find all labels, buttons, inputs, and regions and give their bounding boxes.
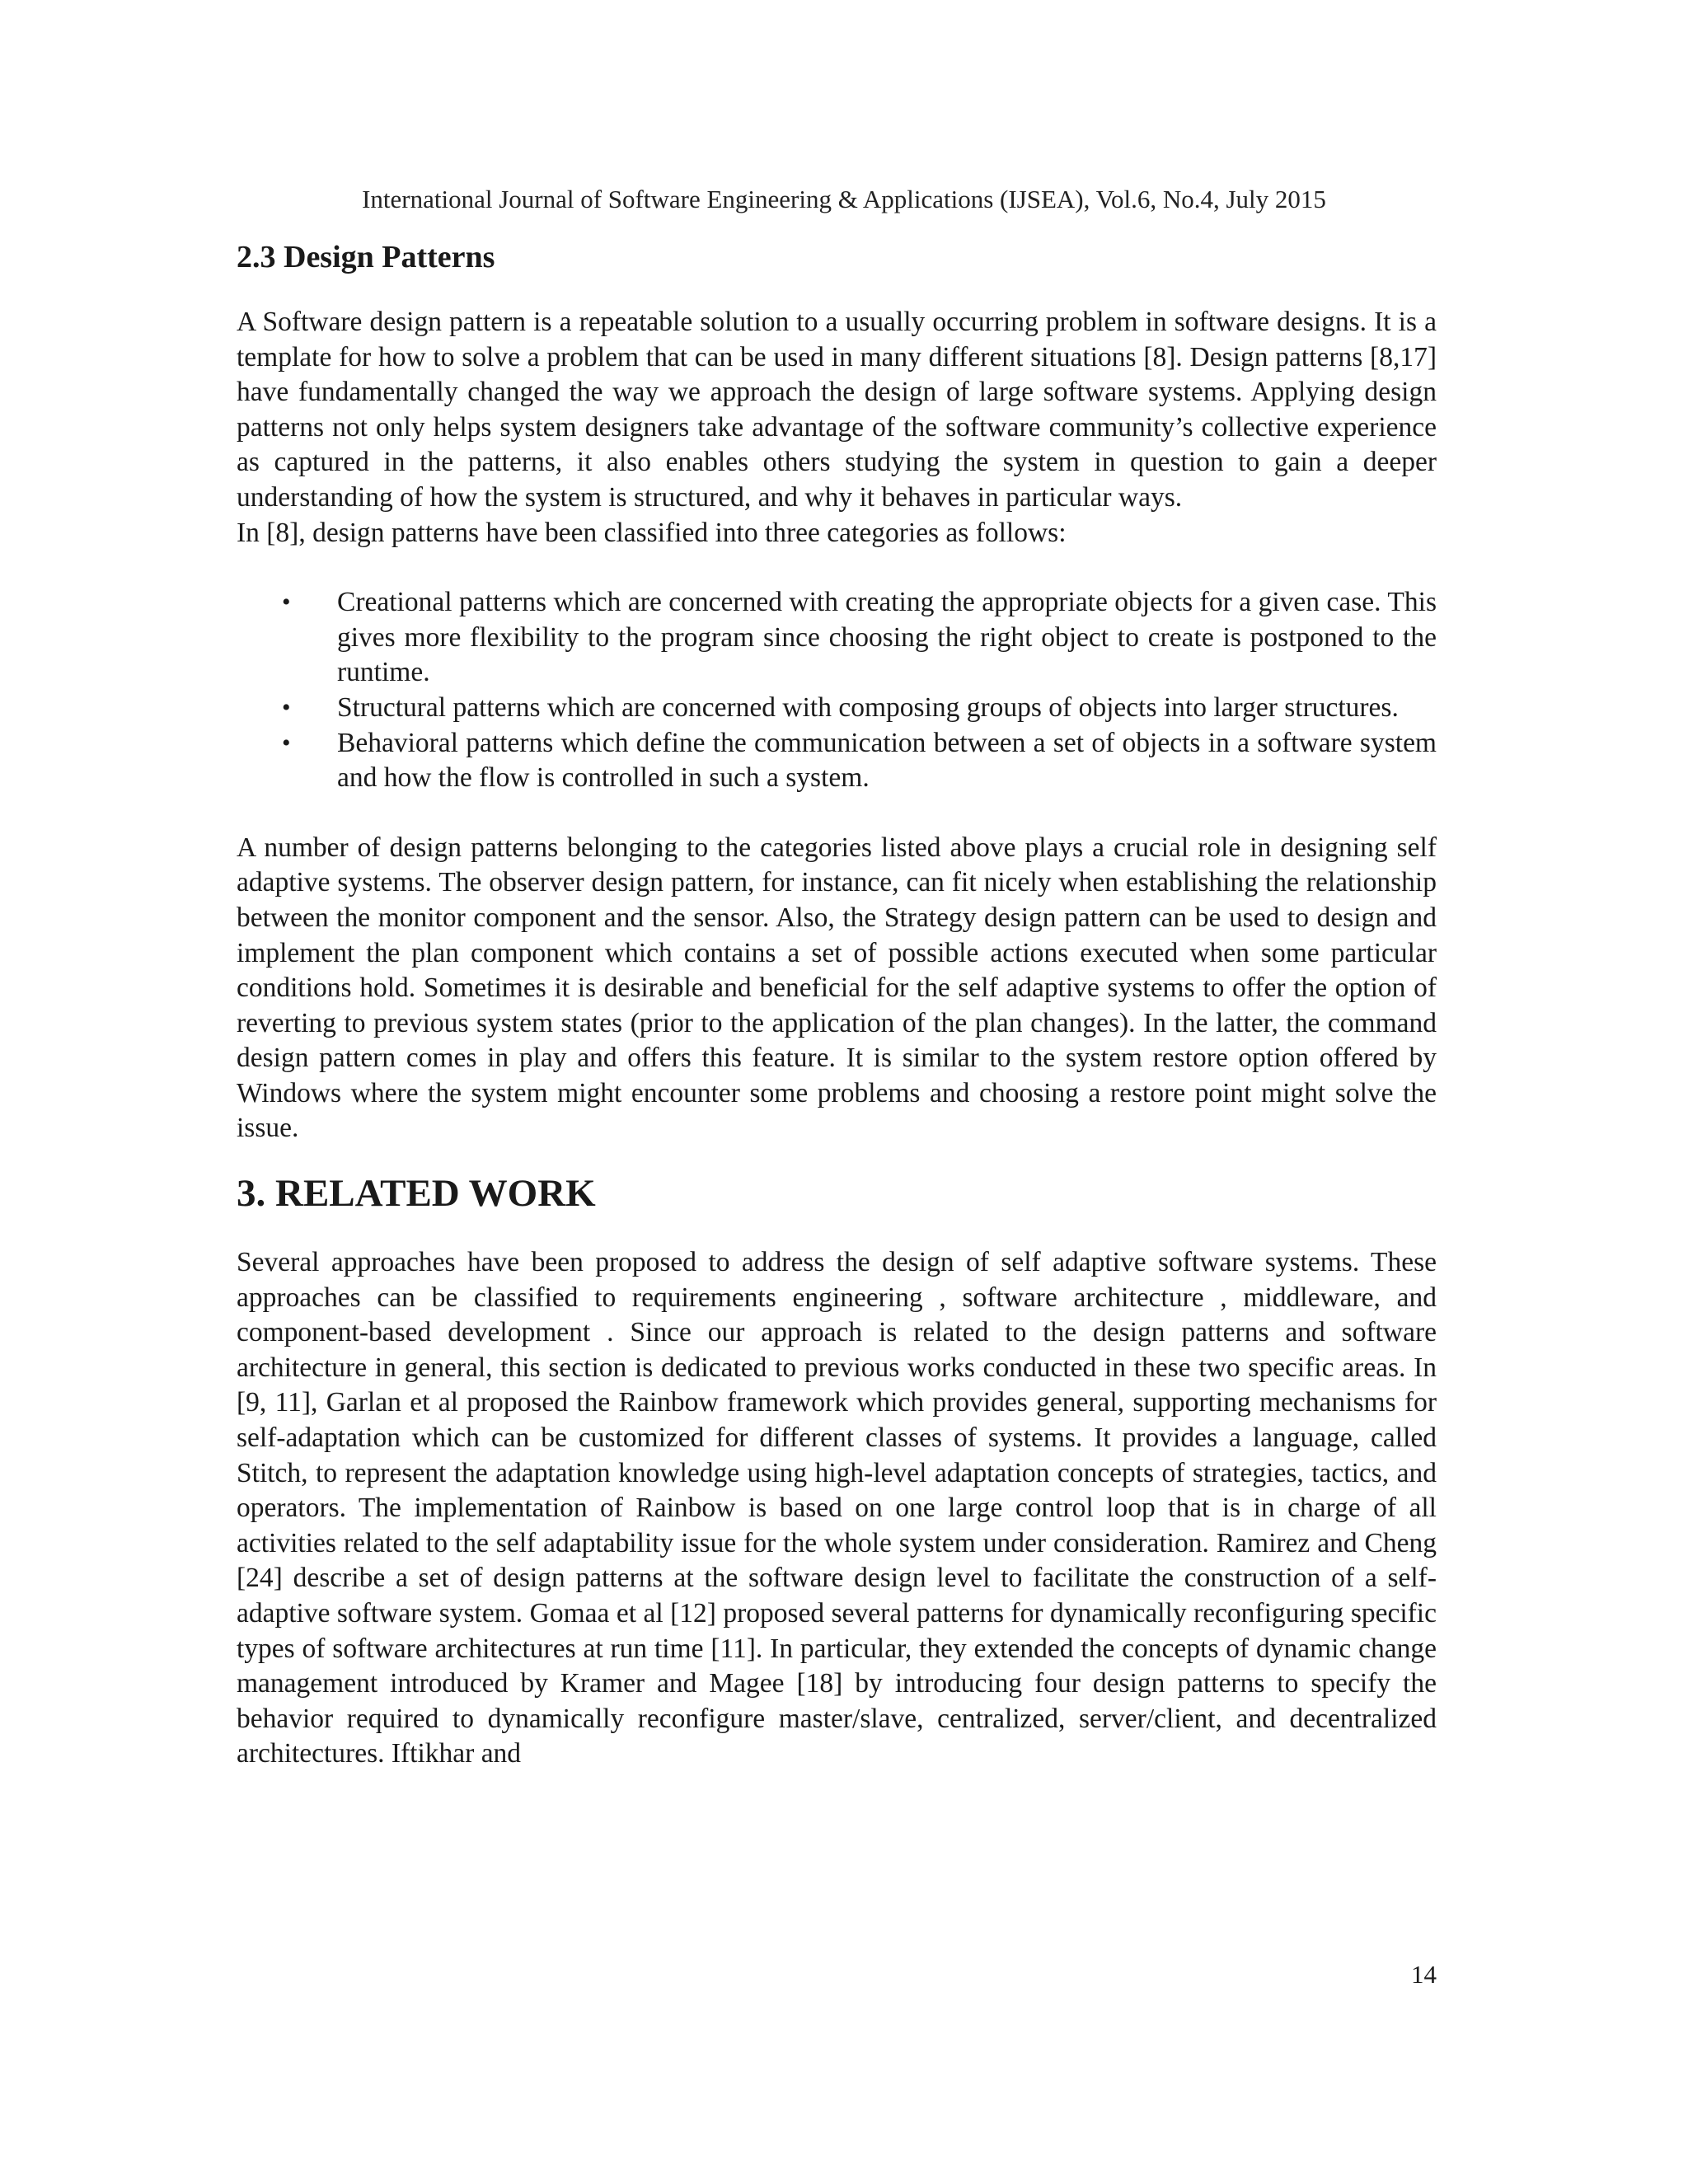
list-item-creational	[237, 585, 1437, 691]
pattern-categories-list	[237, 585, 1437, 796]
list-item-behavioral	[237, 726, 1437, 796]
page-number: 14	[1411, 1960, 1437, 1989]
list-item-text: Structural patterns which are concerned with composing groups of objects into larger structures.	[337, 691, 1399, 723]
design-patterns-paragraph-1: A Software design pattern is a repeatable solution to a usually occurring problem in software designs. It is a template for how to solve a problem that can be used in many different situations [8]. Design patterns [8,17] have fundamentally changed the way we approach the design of large software systems. Applying design patterns not only helps system designers take advantage of the software community’s collective experience as captured in the patterns, it also enables others studying the system in question to gain a deeper understanding of how the system is structured, and why it behaves in particular ways.	[237, 307, 1437, 513]
list-item-text: Creational patterns which are concerned with creating the appropriate objects for a given case. This gives more flexibility to the program since choosing the right object to create is postponed to the runtime.	[337, 587, 1437, 688]
design-patterns-paragraph-2: In [8], design patterns have been classified into three categories as follows:	[237, 517, 1067, 548]
section-heading-design-patterns: 2.3 Design Patterns	[237, 240, 495, 274]
list-item-structural	[237, 691, 1437, 726]
related-work-paragraph-1: Several approaches have been proposed to address the design of self adaptive software systems. These approaches can be classified to requirements engineering , software architecture , middleware, and component-based development . Since our approach is related to the design patterns and software architecture in general, this section is dedicated to previous works conducted in these two specific areas. In [9, 11], Garlan et al proposed the Rainbow framework which provides general, supporting mechanisms for self-adaptation which can be customized for different classes of systems. It provides a language, called Stitch, to represent the adaptation knowledge using high-level adaptation concepts of strategies, tactics, and operators. The implementation of Rainbow is based on one large control loop that is in charge of all activities related to the self adaptability issue for the whole system under consideration. Ramirez and Cheng [24] describe a set of design patterns at the software design level to facilitate the construction of a self-adaptive software system. Gomaa et al [12] proposed several patterns for dynamically reconfiguring specific types of software architectures at run time [11]. In particular, they extended the concepts of dynamic change management introduced by Kramer and Magee [18] by introducing four design patterns to specify the behavior required to dynamically reconfigure master/slave, centralized, server/client, and decentralized architectures. Iftikhar and	[237, 1247, 1437, 1769]
page-body	[237, 237, 1437, 1772]
design-patterns-paragraph-3: A number of design patterns belonging to the categories listed above plays a crucial role in designing self adaptive systems. The observer design pattern, for instance, can fit nicely when establishing the relationship between the monitor component and the sensor. Also, the Strategy design pattern can be used to design and implement the plan component which contains a set of possible actions executed when some particular conditions hold. Sometimes it is desirable and beneficial for the self adaptive systems to offer the option of reverting to previous system states (prior to the application of the plan changes). In the latter, the command design pattern comes in play and offers this feature. It is similar to the system restore option offered by Windows where the system might encounter some problems and choosing a restore point might solve the issue.	[237, 832, 1437, 1144]
bullet-icon: •	[282, 588, 291, 616]
running-header: International Journal of Software Engineering & Applications (IJSEA), Vol.6, No.4, July 2015	[362, 185, 1326, 213]
section-heading-related-work: 3. RELATED WORK	[237, 1172, 596, 1216]
list-item-text: Behavioral patterns which define the communication between a set of objects in a software system and how the flow is controlled in such a system.	[337, 727, 1437, 794]
bullet-icon: •	[282, 693, 291, 721]
bullet-icon: •	[282, 729, 291, 757]
